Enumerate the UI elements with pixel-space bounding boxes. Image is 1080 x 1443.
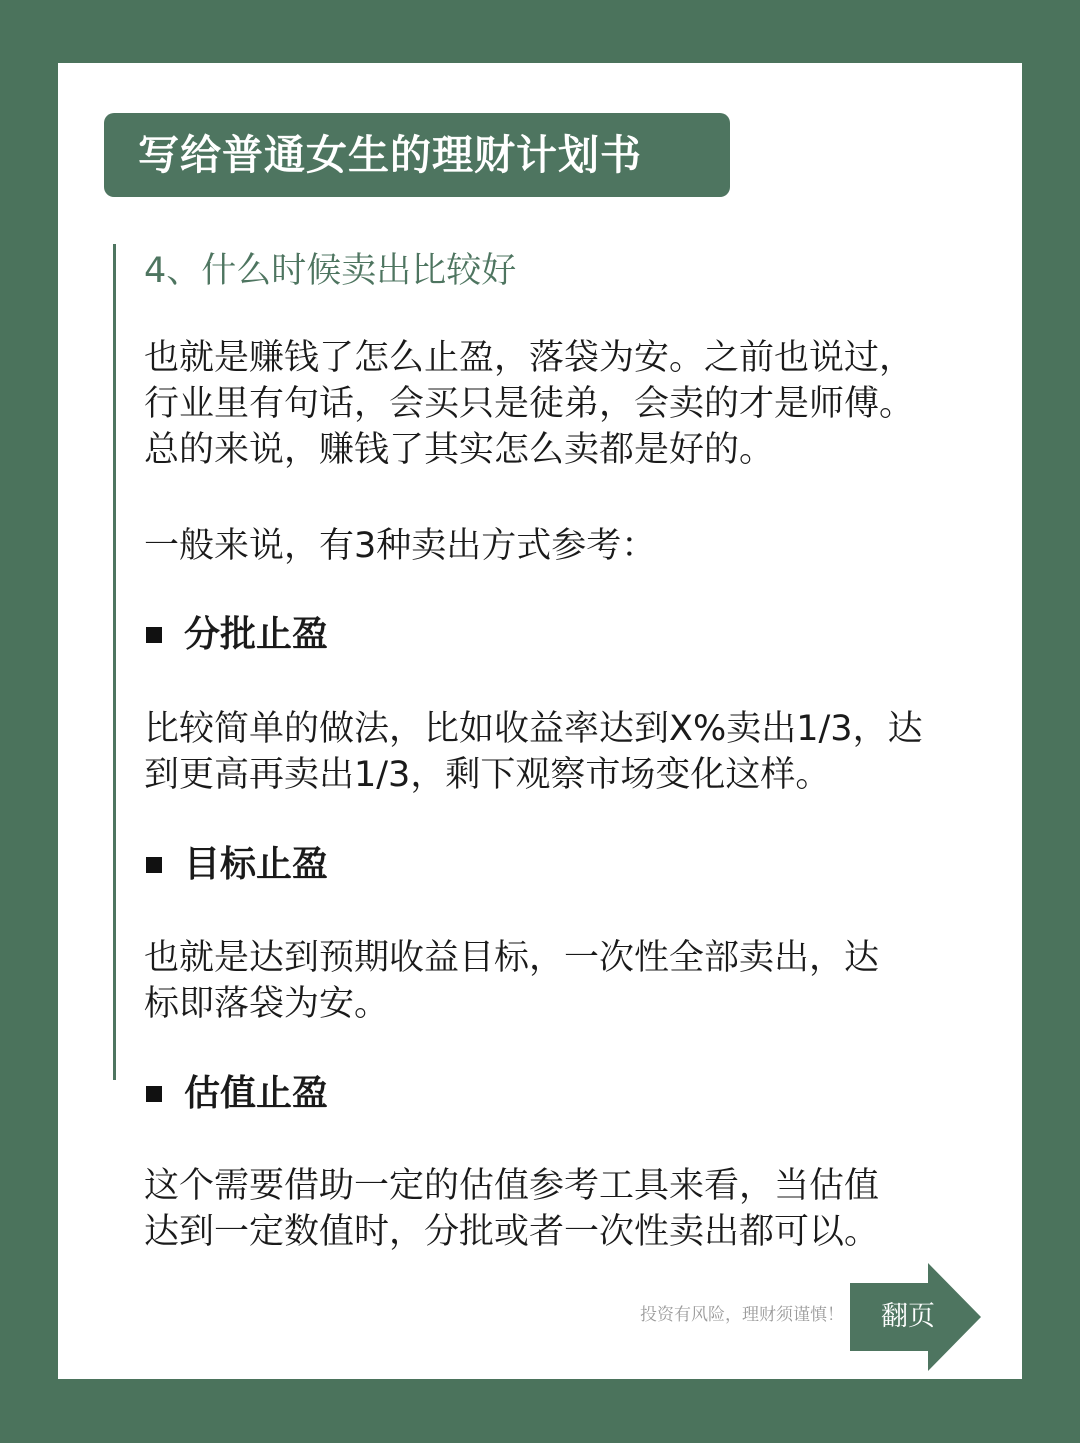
risk-disclaimer: 投资有风险，理财须谨慎！ [640, 1305, 844, 1325]
method-line: 也就是达到预期收益目标，一次性全部卖出，达 [144, 938, 880, 978]
methods-intro-text: 一般来说，有3种卖出方式参考： [144, 526, 657, 566]
method-line: 这个需要借助一定的估值参考工具来看，当估值 [144, 1166, 880, 1206]
method-name: 目标止盈 [184, 844, 329, 885]
method-line: 比较简单的做法，比如收益率达到X%卖出1/3，达 [144, 709, 923, 749]
method-heading-2 [146, 841, 328, 889]
intro-line: 总的来说，赚钱了其实怎么卖都是好的。 [144, 430, 775, 470]
next-page-label: 翻页 [881, 1301, 935, 1332]
page-title: 写给普通女生的理财计划书 [104, 113, 730, 197]
method-description-1 [144, 706, 923, 798]
square-bullet-icon [146, 627, 162, 643]
method-name: 分批止盈 [184, 614, 329, 655]
next-page-button[interactable] [850, 1263, 982, 1371]
intro-paragraph [144, 335, 914, 473]
method-name: 估值止盈 [184, 1073, 329, 1114]
intro-line: 行业里有句话，会买只是徒弟，会卖的才是师傅。 [144, 384, 915, 424]
methods-intro [144, 523, 656, 569]
method-heading-3 [146, 1070, 328, 1118]
method-line: 达到一定数值时，分批或者一次性卖出都可以。 [144, 1212, 880, 1252]
square-bullet-icon [146, 1086, 162, 1102]
method-description-3 [144, 1163, 879, 1255]
method-line: 标即落袋为安。 [144, 984, 390, 1024]
method-line: 到更高再卖出1/3，剩下观察市场变化这样。 [144, 755, 831, 795]
section-heading: 4、什么时候卖出比较好 [144, 251, 517, 291]
intro-line: 也就是赚钱了怎么止盈，落袋为安。之前也说过， [144, 338, 915, 378]
side-accent-rule [113, 244, 116, 1080]
content-card [58, 63, 1022, 1379]
method-description-2 [144, 935, 879, 1027]
square-bullet-icon [146, 857, 162, 873]
method-heading-1 [146, 611, 328, 659]
